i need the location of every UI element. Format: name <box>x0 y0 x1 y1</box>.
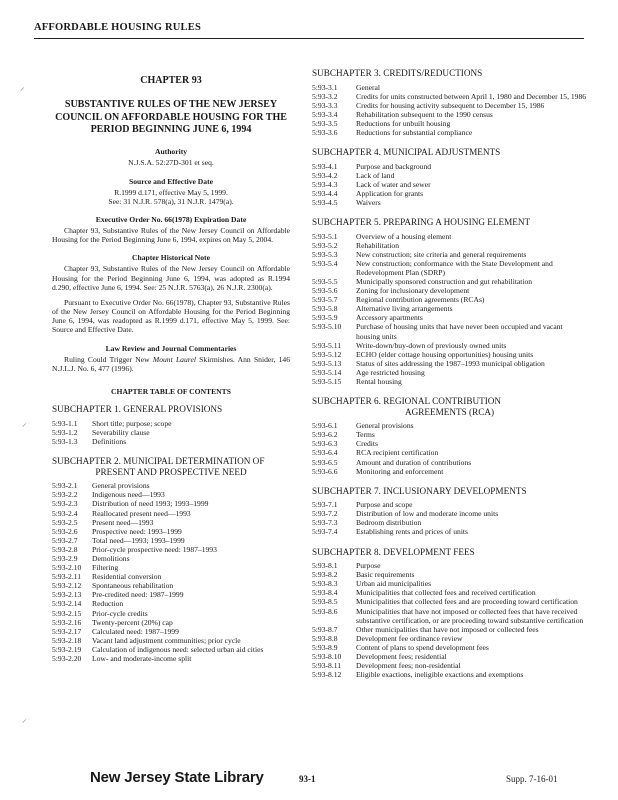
subchapter-heading: SUBCHAPTER 1. GENERAL PROVISIONS <box>52 404 223 415</box>
section-title: ECHO (elder cottage housing opportunities) housing units <box>356 349 534 359</box>
subchapter-heading: SUBCHAPTER 4. MUNICIPAL ADJUSTMENTS <box>312 147 501 158</box>
toc-entry <box>312 634 587 643</box>
section-title: Establishing rents and prices of units <box>356 527 468 537</box>
section-number: 5:93-6.4 <box>312 448 338 458</box>
section-title: Distribution of need 1993; 1993–1999 <box>92 499 209 509</box>
section-number: 5:93-2.13 <box>52 590 82 600</box>
supplement-date: Supp. 7-16-01 <box>506 774 558 784</box>
section-title: Application for grants <box>356 188 424 198</box>
toc-entry <box>312 304 587 313</box>
toc-entry <box>312 421 587 430</box>
section-title: Vacant land adjustment communities; prior cycle <box>92 635 241 645</box>
section-number: 5:93-7.4 <box>312 527 338 537</box>
running-head: AFFORDABLE HOUSING RULES <box>34 22 201 33</box>
section-number: 5:93-8.6 <box>312 606 338 616</box>
subchapter-heading-cont: AGREEMENTS (RCA) <box>404 406 495 417</box>
section-number: 5:93-8.1 <box>312 561 338 571</box>
toc-entry <box>312 625 587 634</box>
toc-entry <box>52 590 290 599</box>
section-title: Municipally sponsored construction and gut rehabilitation <box>356 277 533 286</box>
section-title: Demolitions <box>92 554 130 563</box>
section-number: 5:93-2.10 <box>52 563 82 573</box>
section-title: Urban aid municipalities <box>356 579 432 589</box>
section-number: 5:93-8.12 <box>312 670 342 680</box>
section-number: 5:93-5.9 <box>312 313 338 323</box>
section-title: New construction; conformance with the State Development and Redevelopment Plan (SDRP) <box>356 258 553 277</box>
historical-note-heading: Chapter Historical Note <box>132 253 210 263</box>
section-number: 5:93-2.8 <box>52 544 78 554</box>
right-column <box>312 66 587 679</box>
toc-entry <box>312 286 587 295</box>
toc-entry <box>312 198 587 207</box>
section-number: 5:93-4.4 <box>312 188 338 198</box>
section-number: 5:93-2.12 <box>52 581 82 591</box>
section-title: Purpose and background <box>356 161 432 171</box>
left-column <box>52 66 290 663</box>
section-title: Filtering <box>92 563 119 573</box>
toc-entry <box>312 458 587 467</box>
toc-entry <box>52 481 290 490</box>
section-title: General provisions <box>356 421 414 431</box>
section-title: Prior-cycle credits <box>92 608 148 618</box>
section-title: Credits <box>356 439 378 449</box>
section-title: Development fees; non-residential <box>356 661 461 671</box>
section-number: 5:93-4.5 <box>312 197 338 207</box>
section-number: 5:93-5.7 <box>312 295 338 305</box>
section-number: 5:93-2.5 <box>52 517 78 527</box>
section-title: Total need—1993; 1993–1999 <box>92 535 185 545</box>
section-title: Regional contribution agreements (RCAs) <box>356 295 485 305</box>
section-number: 5:93-2.3 <box>52 499 78 509</box>
toc-entry <box>52 518 290 527</box>
toc-entry <box>312 241 587 250</box>
section-title: Overview of a housing element <box>356 231 452 241</box>
toc-entry <box>312 518 587 527</box>
section-title: Credits for housing activity subsequent to December 15, 1986 <box>356 100 545 110</box>
section-number: 5:93-2.4 <box>52 508 78 518</box>
section-title: Prospective need: 1993–1999 <box>92 526 182 536</box>
section-title: New construction; site criteria and general requirements <box>356 249 527 259</box>
section-number: 5:93-3.4 <box>312 109 338 119</box>
section-title: Lack of water and sewer <box>356 179 431 189</box>
section-title: Twenty-percent (20%) cap <box>92 617 173 627</box>
section-title: Eligible exactions, ineligible exactions and exemptions <box>356 670 524 680</box>
section-number: 5:93-2.16 <box>52 617 82 627</box>
section-title: Rental housing <box>356 377 402 387</box>
section-number: 5:93-5.10 <box>312 322 342 332</box>
section-number: 5:93-6.3 <box>312 439 338 449</box>
toc-entry <box>312 128 587 137</box>
section-title: Calculation of indigenous need: selected urban aid cities <box>92 644 264 654</box>
toc-entry <box>52 437 290 446</box>
section-number: 5:93-5.5 <box>312 277 338 286</box>
section-number: 5:93-7.1 <box>312 500 338 510</box>
section-number: 5:93-5.3 <box>312 249 338 259</box>
section-number: 5:93-2.15 <box>52 608 82 618</box>
section-number: 5:93-8.10 <box>312 652 342 661</box>
section-title: Waivers <box>356 197 381 207</box>
expiration-text: Chapter 93, Substantive Rules of the New Jersey Council on Affordable Housing for the Period Beginning June 6, 1994, expires on May 5, 2004. <box>52 226 290 245</box>
section-number: 5:93-1.1 <box>52 418 78 428</box>
toc-entry <box>52 599 290 608</box>
section-title: Distribution of low and moderate income units <box>356 509 499 519</box>
toc-entry <box>52 428 290 437</box>
section-title: Definitions <box>92 437 127 447</box>
section-title: Spontaneous rehabilitation <box>92 581 174 591</box>
toc-entry <box>52 419 290 428</box>
toc-entry <box>312 597 587 606</box>
section-title: Terms <box>356 430 375 440</box>
section-number: 5:93-8.7 <box>312 624 338 634</box>
section-number: 5:93-8.2 <box>312 570 338 580</box>
section-title: Municipalities that collected fees and are proceeding toward certification <box>356 597 578 607</box>
toc-entry <box>312 579 587 588</box>
subchapter-heading-cont: PRESENT AND PROSPECTIVE NEED <box>95 466 247 477</box>
section-title: Present need—1993 <box>92 517 154 527</box>
toc-entry <box>312 509 587 518</box>
source-heading: Source and Effective Date <box>128 176 213 186</box>
toc-entry <box>312 607 587 625</box>
toc-entry <box>312 467 587 476</box>
section-number: 5:93-3.3 <box>312 100 338 110</box>
section-number: 5:93-8.3 <box>312 579 338 589</box>
toc-entry <box>312 322 587 340</box>
toc-entry <box>312 527 587 536</box>
toc-entry <box>52 572 290 581</box>
section-title: Reductions for substantial compliance <box>356 127 473 137</box>
authority-heading: Authority <box>154 146 188 156</box>
section-number: 5:93-2.7 <box>52 535 78 545</box>
toc-entry <box>312 162 587 171</box>
section-number: 5:93-3.6 <box>312 127 338 137</box>
section-number: 5:93-5.1 <box>312 231 338 241</box>
section-number: 5:93-1.2 <box>52 428 78 438</box>
source-line: See: 31 N.J.R. 578(a), 31 N.J.R. 1479(a). <box>108 196 234 206</box>
section-title: Severability clause <box>92 428 150 438</box>
toc-entry <box>312 171 587 180</box>
section-title: Purchase of housing units that have never been occupied and vacant housing units <box>356 322 563 341</box>
section-title: General provisions <box>92 481 150 491</box>
toc-entry <box>312 350 587 359</box>
toc-list <box>312 162 587 207</box>
law-review-heading: Law Review and Journal Commentaries <box>105 344 237 354</box>
toc-entry <box>312 83 587 92</box>
toc-entry <box>312 101 587 110</box>
toc-entry <box>312 295 587 304</box>
header-rule <box>34 38 584 39</box>
toc-entry <box>312 313 587 322</box>
section-title: Indigenous need—1993 <box>92 490 165 500</box>
toc-entry <box>52 627 290 636</box>
toc-entry <box>52 490 290 499</box>
section-number: 5:93-3.1 <box>312 82 338 92</box>
section-title: Write-down/buy-down of previously owned units <box>356 340 507 350</box>
chapter-title: CHAPTER 93 <box>140 75 202 86</box>
authority-text: N.J.S.A. 52:27D-301 et seq. <box>128 157 214 167</box>
toc-entry <box>312 180 587 189</box>
section-number: 5:93-6.6 <box>312 466 338 476</box>
subchapter-heading: SUBCHAPTER 8. DEVELOPMENT FEES <box>312 546 475 557</box>
toc-entry <box>52 509 290 518</box>
margin-mark-icon: ⸝ <box>22 714 27 724</box>
subchapter-heading: SUBCHAPTER 7. INCLUSIONARY DEVELOPMENTS <box>312 485 527 496</box>
toc-entry <box>312 368 587 377</box>
section-title: Rehabilitation <box>356 240 400 250</box>
section-title: Credits for units constructed between April 1, 1980 and December 15, 1986 <box>356 91 587 101</box>
section-number: 5:93-8.8 <box>312 633 338 643</box>
expiration-heading: Executive Order No. 66(1978) Expiration Date <box>95 215 247 225</box>
subchapter-heading: SUBCHAPTER 3. CREDITS/REDUCTIONS <box>312 68 483 78</box>
section-number: 5:93-3.5 <box>312 118 338 128</box>
section-number: 5:93-4.1 <box>312 161 338 171</box>
section-title: Reductions for unbuilt housing <box>356 118 451 128</box>
historical-note-paragraph: Chapter 93, Substantive Rules of the New Jersey Council on Affordable Housing for the Period Beginning June 6, 1994, was adopted as R.1994 d.290, effective June 6, 1994. See: 25 N.J.R. 5763(a), 26 N.J.R. 2300(a). <box>52 264 290 292</box>
section-number: 5:93-1.3 <box>52 437 78 447</box>
chapter-subject: SUBSTANTIVE RULES OF THE NEW JERSEY COUNCIL ON AFFORDABLE HOUSING FOR THE PERIOD BEGINNING JUNE 6, 1994 <box>55 99 287 136</box>
section-number: 5:93-2.14 <box>52 599 82 609</box>
toc-entry <box>312 439 587 448</box>
section-number: 5:93-4.3 <box>312 179 338 189</box>
section-number: 5:93-3.2 <box>312 91 338 101</box>
section-number: 5:93-2.20 <box>52 654 82 664</box>
section-number: 5:93-7.3 <box>312 518 338 528</box>
section-title: Reallocated present need—1993 <box>92 508 191 518</box>
section-title: Status of sites addressing the 1987–1993 municipal obligation <box>356 358 545 368</box>
historical-note-paragraph: Pursuant to Executive Order No. 66(1978), Chapter 93, Substantive Rules of the New Jersey Council on Affordable Housing for the Period Beginning June 6, 1994, was readopted as R.1999 d.171, effective May 5, 1999. See: Source and Effective Date. <box>52 297 290 334</box>
section-title: Development fees; residential <box>356 652 447 661</box>
toc-list <box>312 421 587 476</box>
toc-entry <box>52 645 290 654</box>
toc-entry <box>312 561 587 570</box>
section-title: Basic requirements <box>356 570 415 580</box>
margin-mark-icon: ⸝ <box>20 82 25 92</box>
toc-entry <box>312 570 587 579</box>
toc-list <box>312 83 587 138</box>
toc-heading: CHAPTER TABLE OF CONTENTS <box>111 387 231 397</box>
section-number: 5:93-5.15 <box>312 377 342 387</box>
section-number: 5:93-7.2 <box>312 509 338 519</box>
section-title: Municipalities that have not imposed or collected fees that have received substantive certification, or are proceeding toward substantive certification <box>356 606 584 625</box>
section-title: Short title; purpose; scope <box>92 418 172 428</box>
section-title: Bedroom distribution <box>356 518 422 528</box>
section-number: 5:93-5.14 <box>312 367 342 377</box>
toc-list <box>312 561 587 679</box>
section-title: Pre-credited need: 1987–1999 <box>92 590 184 600</box>
section-title: Purpose and scope <box>356 500 413 510</box>
toc-entry <box>52 636 290 645</box>
subchapter-heading: SUBCHAPTER 6. REGIONAL CONTRIBUTION <box>312 396 502 407</box>
section-title: Zoning for inclusionary development <box>356 286 470 296</box>
page-number: 93-1 <box>299 774 316 784</box>
source-line: R.1999 d.171, effective May 5, 1999. <box>114 187 228 197</box>
section-number: 5:93-2.11 <box>52 572 82 582</box>
section-title: Municipalities that collected fees and received certification <box>356 588 536 598</box>
toc-entry <box>312 250 587 259</box>
section-title: Age restricted housing <box>356 367 425 377</box>
section-title: Rehabilitation subsequent to the 1990 census <box>356 109 493 119</box>
toc-entry <box>52 563 290 572</box>
toc-entry <box>312 92 587 101</box>
toc-entry <box>312 277 587 286</box>
toc-entry <box>312 359 587 368</box>
section-number: 5:93-5.12 <box>312 349 342 359</box>
toc-entry <box>52 654 290 663</box>
section-title: Development fee ordinance review <box>356 633 463 643</box>
section-title: Lack of land <box>356 170 395 180</box>
section-number: 5:93-5.2 <box>312 240 338 250</box>
toc-entry <box>52 499 290 508</box>
section-title: Calculated need: 1987–1999 <box>92 626 179 636</box>
section-title: Amount and duration of contributions <box>356 457 472 467</box>
toc-entry <box>312 232 587 241</box>
section-title: Accessory apartments <box>356 313 423 323</box>
section-title: Alternative living arrangements <box>356 304 453 314</box>
section-number: 5:93-2.1 <box>52 481 78 491</box>
section-number: 5:93-2.19 <box>52 644 82 654</box>
toc-entry <box>312 189 587 198</box>
section-number: 5:93-8.4 <box>312 588 338 598</box>
toc-entry <box>312 670 587 679</box>
toc-entry <box>312 652 587 661</box>
toc-entry <box>52 618 290 627</box>
toc-entry <box>312 110 587 119</box>
section-number: 5:93-8.5 <box>312 597 338 607</box>
section-title: Prior-cycle prospective need: 1987–1993 <box>92 544 217 554</box>
section-number: 5:93-5.11 <box>312 340 342 350</box>
section-title: Low- and moderate-income split <box>92 654 192 664</box>
toc-entry <box>312 341 587 350</box>
section-title: Other municipalities that have not imposed or collected fees <box>356 624 539 634</box>
section-number: 5:93-5.8 <box>312 304 338 314</box>
toc-entry <box>52 554 290 563</box>
subchapter-heading: SUBCHAPTER 5. PREPARING A HOUSING ELEMENT <box>312 217 531 228</box>
margin-mark-icon: ⸝ <box>22 418 27 428</box>
toc-entry <box>52 581 290 590</box>
section-number: 5:93-2.6 <box>52 526 78 536</box>
section-title: Content of plans to spend development fees <box>356 642 489 652</box>
section-number: 5:93-6.2 <box>312 430 338 440</box>
section-number: 5:93-2.18 <box>52 635 82 645</box>
section-number: 5:93-6.1 <box>312 421 338 431</box>
section-number: 5:93-6.5 <box>312 457 338 467</box>
section-number: 5:93-2.2 <box>52 490 78 500</box>
section-title: Purpose <box>356 561 381 571</box>
toc-list <box>312 500 587 536</box>
toc-entry <box>52 545 290 554</box>
toc-list <box>52 481 290 663</box>
toc-list <box>312 232 587 387</box>
toc-entry <box>312 377 587 386</box>
toc-entry <box>312 500 587 509</box>
section-number: 5:93-8.11 <box>312 661 342 671</box>
section-number: 5:93-8.9 <box>312 642 338 652</box>
section-title: RCA recipient certification <box>356 448 439 458</box>
toc-entry <box>312 119 587 128</box>
section-title: General <box>356 82 381 92</box>
toc-list <box>52 419 290 446</box>
toc-entry <box>312 588 587 597</box>
law-review-text: Ruling Could Trigger New Mount Laurel Skirmishes. Ann Snider, 146 N.J.L.J. No. 6, 477 (1996). <box>52 355 290 374</box>
subchapter-heading: SUBCHAPTER 2. MUNICIPAL DETERMINATION OF <box>52 456 265 467</box>
toc-entry <box>52 609 290 618</box>
toc-entry <box>52 527 290 536</box>
toc-entry <box>312 448 587 457</box>
toc-entry <box>312 661 587 670</box>
section-number: 5:93-2.17 <box>52 626 82 636</box>
toc-entry <box>312 259 587 277</box>
toc-entry <box>52 536 290 545</box>
section-number: 5:93-5.13 <box>312 358 342 368</box>
toc-entry <box>312 430 587 439</box>
section-number: 5:93-4.2 <box>312 170 338 180</box>
section-number: 5:93-5.4 <box>312 258 338 268</box>
section-title: Reduction <box>92 599 124 609</box>
toc-entry <box>312 643 587 652</box>
section-title: Monitoring and enforcement <box>356 466 444 476</box>
section-number: 5:93-2.9 <box>52 554 78 563</box>
library-stamp: New Jersey State Library <box>90 769 264 786</box>
section-title: Residential conversion <box>92 572 162 582</box>
section-number: 5:93-5.6 <box>312 286 338 296</box>
